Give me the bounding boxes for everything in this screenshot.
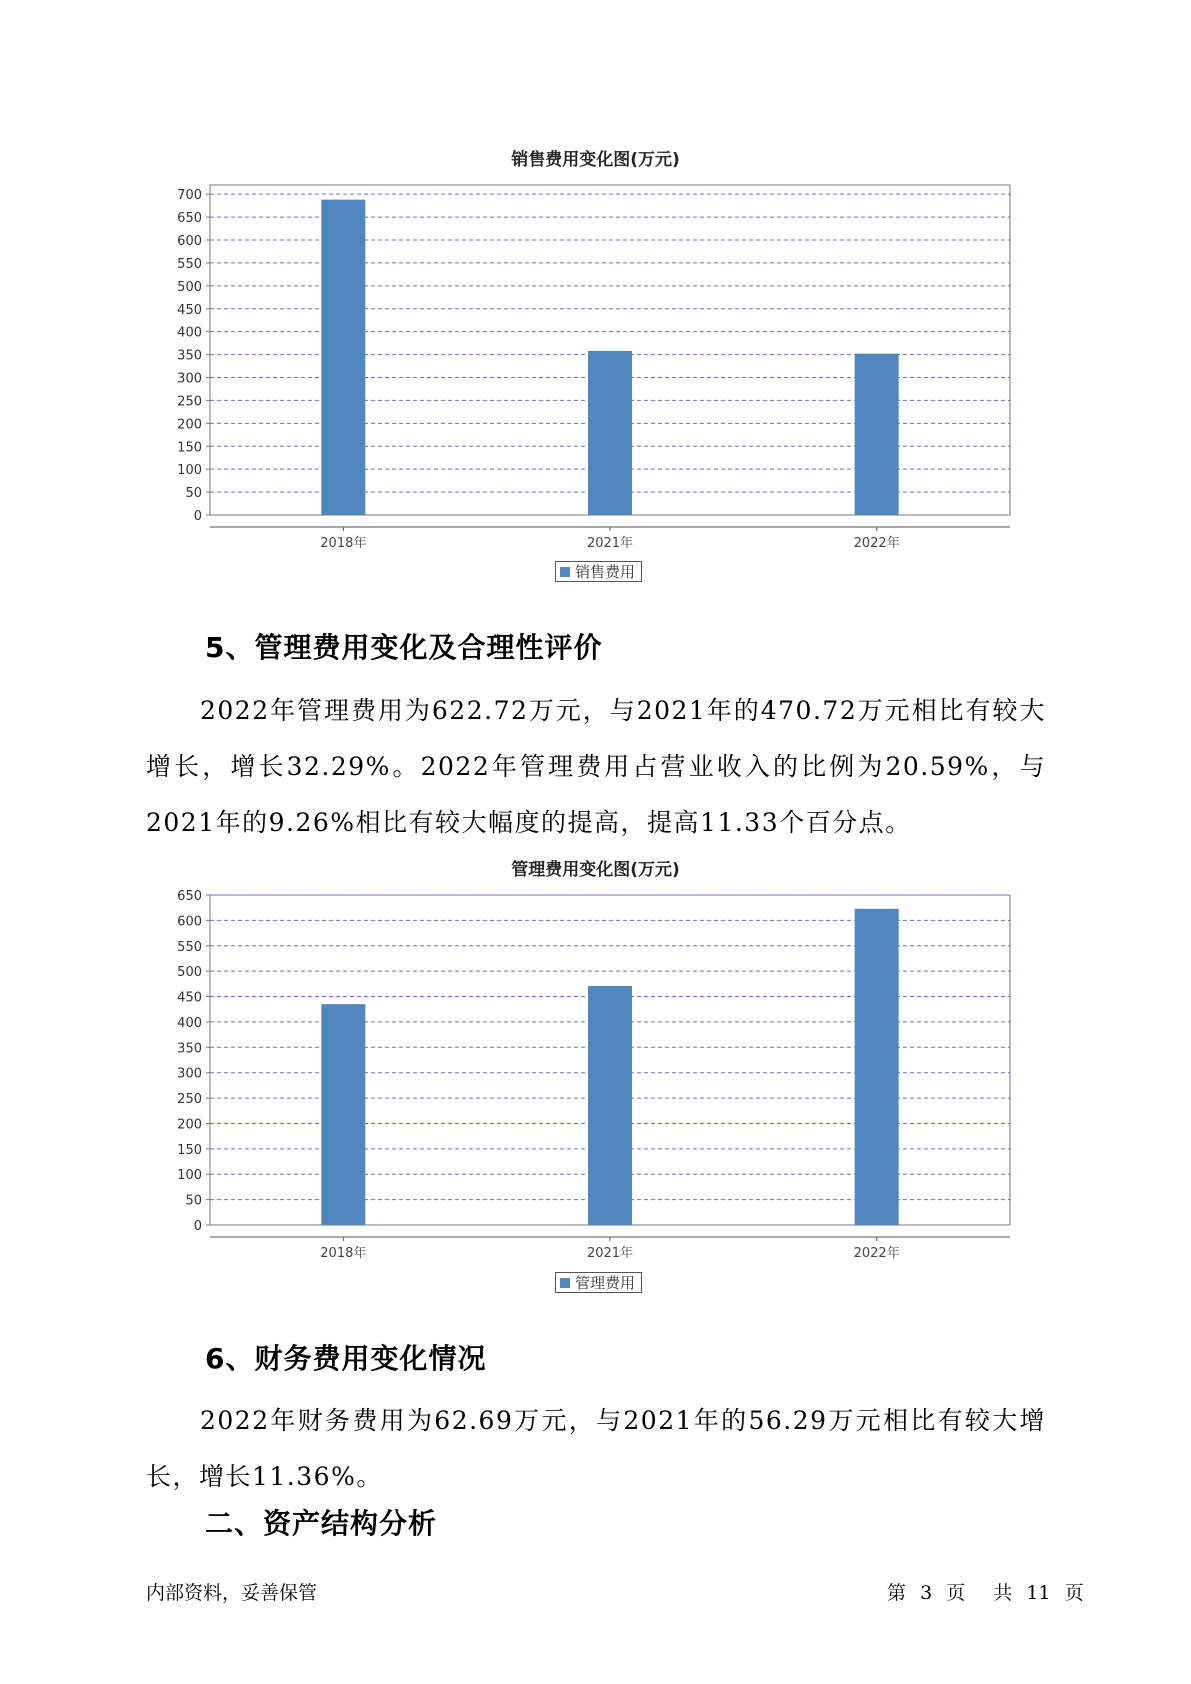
y-tick-label: 200 xyxy=(177,1117,202,1133)
page-total: 11 xyxy=(1026,1582,1051,1604)
bar-2021年 xyxy=(588,986,632,1225)
page-current: 3 xyxy=(920,1582,933,1604)
y-tick-label: 550 xyxy=(177,939,202,955)
y-tick-label: 500 xyxy=(177,279,202,295)
section-5-paragraph: 2022年管理费用为622.72万元，与2021年的470.72万元相比有较大增长，增长32.29%。2022年管理费用占营业收入的比例为20.59%，与2021年的9.26%相比有较大幅度的提高，提高11.33个百分点。 xyxy=(146,696,1046,837)
section-6-paragraph: 2022年财务费用为62.69万元，与2021年的56.29万元相比有较大增长，增长11.36%。 xyxy=(146,1406,1046,1491)
y-tick-label: 250 xyxy=(177,394,202,410)
y-tick-label: 100 xyxy=(177,463,202,479)
chart2-legend xyxy=(555,1272,642,1293)
footer-note: 内部资料，妥善保管 xyxy=(146,1582,318,1604)
section-6-heading: 6、财务费用变化情况 xyxy=(205,1342,487,1375)
y-tick-label: 500 xyxy=(177,965,202,981)
y-tick-label: 250 xyxy=(177,1092,202,1108)
x-tick-label: 2021年 xyxy=(586,1246,634,1261)
y-tick-label: 400 xyxy=(177,325,202,341)
chart1-title: 销售费用变化图(万元) xyxy=(511,150,680,170)
section-5-heading: 5、管理费用变化及合理性评价 xyxy=(205,631,603,664)
y-tick-label: 300 xyxy=(177,371,202,387)
x-tick-label: 2022年 xyxy=(853,1246,900,1261)
chart2-legend-label: 管理费用 xyxy=(575,1274,636,1292)
y-tick-label: 200 xyxy=(177,417,202,433)
x-tick-label: 2018年 xyxy=(320,1246,367,1261)
total-prefix: 共 xyxy=(993,1582,1013,1604)
sales-expense-chart xyxy=(0,170,1191,551)
y-tick-label: 650 xyxy=(177,889,202,904)
x-tick-label: 2021年 xyxy=(586,536,634,551)
y-tick-label: 350 xyxy=(177,348,202,364)
y-tick-label: 350 xyxy=(177,1041,202,1057)
page-prefix: 第 xyxy=(887,1582,907,1604)
page-number xyxy=(887,1578,1092,1605)
y-tick-label: 450 xyxy=(177,302,202,318)
y-tick-label: 450 xyxy=(177,990,202,1006)
y-tick-label: 550 xyxy=(177,256,202,272)
bar-2022年 xyxy=(855,909,899,1225)
bar-2022年 xyxy=(855,354,899,515)
bar-2018年 xyxy=(321,1004,365,1225)
y-tick-label: 50 xyxy=(185,1193,202,1209)
y-tick-label: 300 xyxy=(177,1066,202,1082)
y-tick-label: 150 xyxy=(177,1142,202,1158)
admin-expense-chart xyxy=(0,880,1191,1261)
x-tick-label: 2022年 xyxy=(853,536,900,551)
section-2-heading: 二、资产结构分析 xyxy=(205,1507,438,1540)
y-tick-label: 650 xyxy=(177,211,202,227)
y-tick-label: 0 xyxy=(193,1219,202,1234)
legend-swatch-icon xyxy=(560,1278,570,1288)
legend-swatch-icon xyxy=(560,567,570,577)
y-tick-label: 50 xyxy=(185,486,202,502)
chart2-title: 管理费用变化图(万元) xyxy=(511,860,680,880)
y-tick-label: 400 xyxy=(177,1015,202,1031)
bar-2021年 xyxy=(588,351,632,515)
y-tick-label: 700 xyxy=(177,188,202,204)
chart1-legend xyxy=(555,561,642,582)
y-tick-label: 100 xyxy=(177,1168,202,1184)
page-unit: 页 xyxy=(946,1582,966,1604)
chart1-legend-label: 销售费用 xyxy=(575,563,636,581)
y-tick-label: 150 xyxy=(177,440,202,456)
y-tick-label: 600 xyxy=(177,914,202,930)
total-unit: 页 xyxy=(1064,1582,1084,1604)
x-tick-label: 2018年 xyxy=(320,536,367,551)
bar-2018年 xyxy=(321,200,365,515)
y-tick-label: 0 xyxy=(193,509,202,524)
y-tick-label: 600 xyxy=(177,234,202,249)
